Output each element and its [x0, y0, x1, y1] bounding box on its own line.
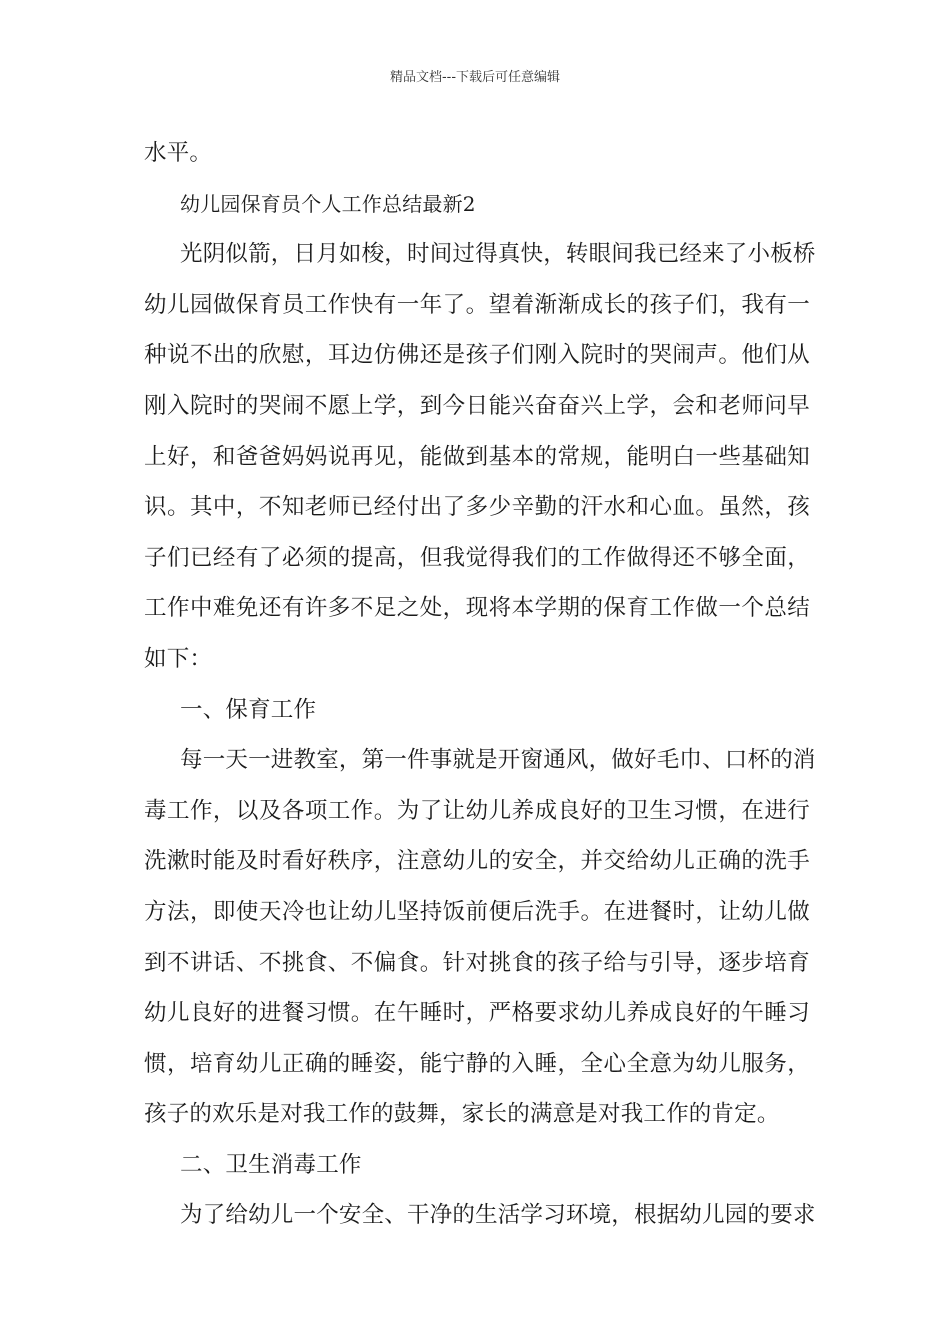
section-title: 幼儿园保育员个人工作总结最新2 [180, 191, 476, 216]
document-body [144, 128, 816, 1241]
body-line: 工作中难免还有许多不足之处，现将本学期的保育工作做一个总结 [144, 595, 810, 622]
body-line: 毒工作，以及各项工作。为了让幼儿养成良好的卫生习惯，在进行 [144, 797, 810, 824]
body-line: 种说不出的欣慰，耳边仿佛还是孩子们刚入院时的哭闹声。他们从 [144, 342, 810, 369]
body-line: 幼儿园做保育员工作快有一年了。望着渐渐成长的孩子们，我有一 [144, 291, 810, 318]
body-line: 水平。 [144, 140, 213, 166]
body-line: 识。其中，不知老师已经付出了多少辛勤的汗水和心血。虽然，孩 [144, 494, 810, 521]
body-line: 子们已经有了必须的提高，但我觉得我们的工作做得还不够全面， [144, 544, 810, 571]
section-heading: 一、保育工作 [180, 696, 317, 723]
body-line: 刚入院时的哭闹不愿上学，到今日能兴奋奋兴上学，会和老师问早 [144, 392, 810, 419]
body-line: 为了给幼儿一个安全、干净的生活学习环境，根据幼儿园的要求 [180, 1202, 816, 1229]
body-line: 如下： [144, 645, 213, 672]
body-line: 孩子的欢乐是对我工作的鼓舞，家长的满意是对我工作的肯定。 [144, 1101, 780, 1128]
body-line: 上好，和爸爸妈妈说再见，能做到基本的常规，能明白一些基础知 [144, 443, 810, 470]
body-line: 幼儿良好的进餐习惯。在午睡时，严格要求幼儿养成良好的午睡习 [144, 1000, 810, 1027]
body-line: 到不讲话、不挑食、不偏食。针对挑食的孩子给与引导，逐步培育 [144, 949, 810, 976]
body-line: 洗漱时能及时看好秩序，注意幼儿的安全，并交给幼儿正确的洗手 [144, 848, 810, 875]
body-line: 方法，即使天冷也让幼儿坚持饭前便后洗手。在进餐时，让幼儿做 [144, 898, 810, 925]
section-heading: 二、卫生消毒工作 [180, 1151, 362, 1178]
page-header: 精品文档---下载后可任意编辑 [389, 70, 561, 85]
body-line: 惯，培育幼儿正确的睡姿，能宁静的入睡，全心全意为幼儿服务， [144, 1050, 810, 1077]
body-line: 每一天一进教室，第一件事就是开窗通风，做好毛巾、口杯的消 [180, 747, 816, 774]
body-line: 光阴似箭，日月如梭，时间过得真快，转眼间我已经来了小板桥 [180, 241, 816, 268]
